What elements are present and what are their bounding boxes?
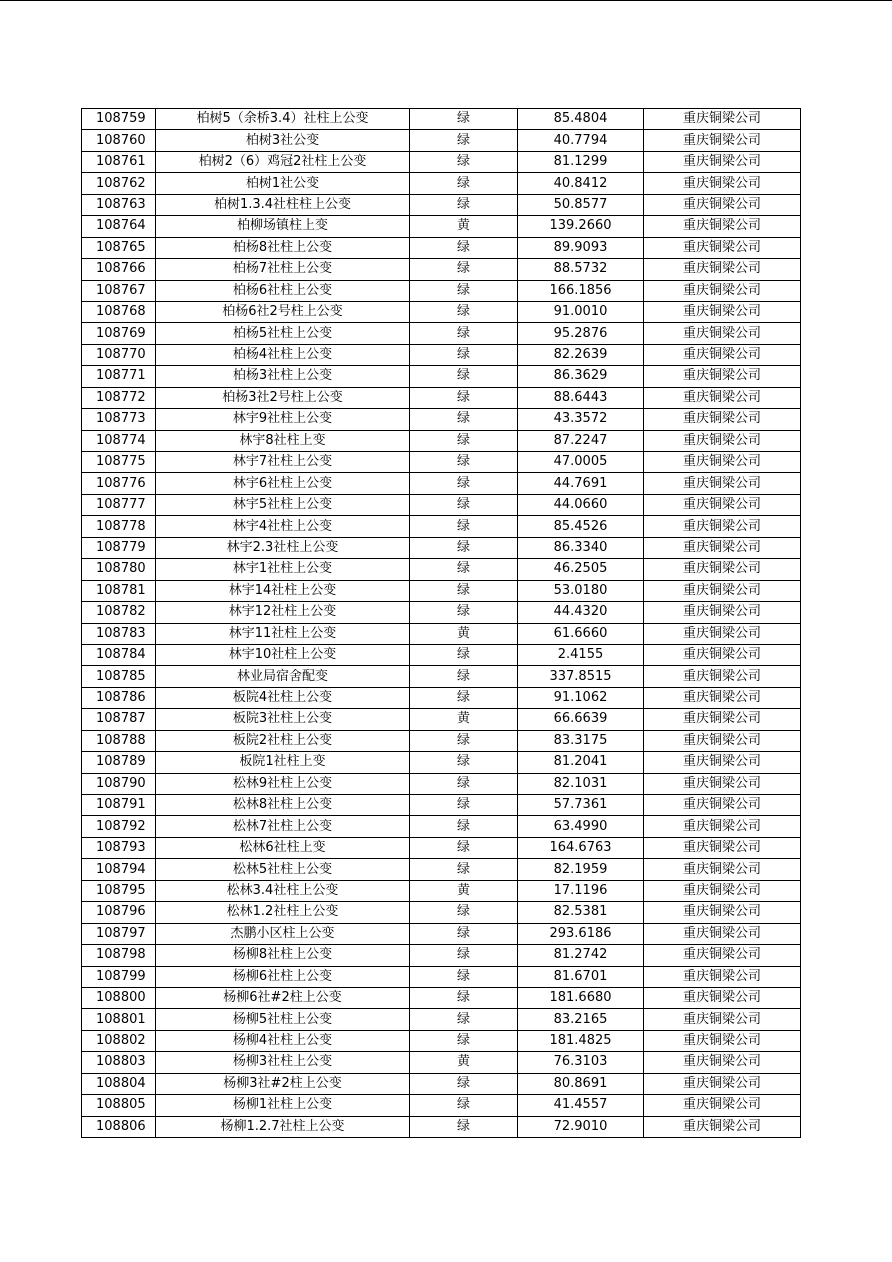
row-level-cell: 黄 — [410, 1052, 518, 1073]
row-id-cell: 108772 — [82, 387, 156, 408]
row-level-cell: 绿 — [410, 602, 518, 623]
row-id-cell: 108795 — [82, 880, 156, 901]
row-value-cell: 83.2165 — [518, 1009, 644, 1030]
row-company-cell: 重庆铜梁公司 — [644, 623, 801, 644]
row-company-cell: 重庆铜梁公司 — [644, 494, 801, 515]
row-value-cell: 41.4557 — [518, 1095, 644, 1116]
row-level-cell: 绿 — [410, 430, 518, 451]
row-company-cell: 重庆铜梁公司 — [644, 987, 801, 1008]
row-company-cell: 重庆铜梁公司 — [644, 387, 801, 408]
row-value-cell: 293.6186 — [518, 923, 644, 944]
row-value-cell: 83.3175 — [518, 730, 644, 751]
row-id-cell: 108770 — [82, 344, 156, 365]
row-name-cell: 柏杨3社柱上公变 — [156, 366, 410, 387]
row-value-cell: 81.6701 — [518, 966, 644, 987]
row-name-cell: 柏树2（6）鸡冠2社柱上公变 — [156, 151, 410, 172]
row-value-cell: 76.3103 — [518, 1052, 644, 1073]
transformer-table — [81, 108, 801, 1138]
row-level-cell: 绿 — [410, 323, 518, 344]
row-company-cell: 重庆铜梁公司 — [644, 344, 801, 365]
row-id-cell: 108768 — [82, 301, 156, 322]
row-id-cell: 108799 — [82, 966, 156, 987]
row-company-cell: 重庆铜梁公司 — [644, 216, 801, 237]
table-row — [82, 216, 801, 237]
row-level-cell: 绿 — [410, 987, 518, 1008]
row-value-cell: 87.2247 — [518, 430, 644, 451]
row-value-cell: 81.2742 — [518, 945, 644, 966]
row-level-cell: 绿 — [410, 644, 518, 665]
row-name-cell: 柏杨5社柱上公变 — [156, 323, 410, 344]
row-id-cell: 108763 — [82, 194, 156, 215]
row-company-cell: 重庆铜梁公司 — [644, 452, 801, 473]
row-company-cell: 重庆铜梁公司 — [644, 966, 801, 987]
table-row — [82, 194, 801, 215]
row-name-cell: 松林5社柱上公变 — [156, 859, 410, 880]
row-value-cell: 40.8412 — [518, 173, 644, 194]
row-level-cell: 绿 — [410, 816, 518, 837]
row-name-cell: 林宇9社柱上公变 — [156, 409, 410, 430]
row-value-cell: 53.0180 — [518, 580, 644, 601]
row-value-cell: 166.1856 — [518, 280, 644, 301]
row-value-cell: 88.6443 — [518, 387, 644, 408]
row-company-cell: 重庆铜梁公司 — [644, 666, 801, 687]
row-id-cell: 108761 — [82, 151, 156, 172]
row-id-cell: 108806 — [82, 1116, 156, 1137]
table-row — [82, 1073, 801, 1094]
row-name-cell: 林宇10社柱上公变 — [156, 644, 410, 665]
table-row — [82, 452, 801, 473]
table-row — [82, 602, 801, 623]
row-company-cell: 重庆铜梁公司 — [644, 151, 801, 172]
row-id-cell: 108792 — [82, 816, 156, 837]
row-id-cell: 108798 — [82, 945, 156, 966]
row-level-cell: 绿 — [410, 194, 518, 215]
row-company-cell: 重庆铜梁公司 — [644, 773, 801, 794]
row-value-cell: 181.4825 — [518, 1030, 644, 1051]
row-id-cell: 108766 — [82, 259, 156, 280]
row-level-cell: 绿 — [410, 580, 518, 601]
table-row — [82, 323, 801, 344]
row-name-cell: 林宇11社柱上公变 — [156, 623, 410, 644]
row-company-cell: 重庆铜梁公司 — [644, 709, 801, 730]
row-value-cell: 61.6660 — [518, 623, 644, 644]
row-id-cell: 108762 — [82, 173, 156, 194]
row-value-cell: 91.0010 — [518, 301, 644, 322]
row-name-cell: 柏杨4社柱上公变 — [156, 344, 410, 365]
row-level-cell: 绿 — [410, 1116, 518, 1137]
row-company-cell: 重庆铜梁公司 — [644, 323, 801, 344]
row-name-cell: 柏树5（余桥3.4）社柱上公变 — [156, 109, 410, 130]
row-company-cell: 重庆铜梁公司 — [644, 237, 801, 258]
table-row — [82, 301, 801, 322]
row-name-cell: 林业局宿舍配变 — [156, 666, 410, 687]
row-value-cell: 88.5732 — [518, 259, 644, 280]
row-company-cell: 重庆铜梁公司 — [644, 880, 801, 901]
row-company-cell: 重庆铜梁公司 — [644, 516, 801, 537]
row-level-cell: 绿 — [410, 1095, 518, 1116]
row-level-cell: 绿 — [410, 537, 518, 558]
row-id-cell: 108793 — [82, 837, 156, 858]
row-name-cell: 松林8社柱上公变 — [156, 795, 410, 816]
row-name-cell: 杨柳5社柱上公变 — [156, 1009, 410, 1030]
row-level-cell: 绿 — [410, 1009, 518, 1030]
row-id-cell: 108779 — [82, 537, 156, 558]
row-level-cell: 绿 — [410, 387, 518, 408]
row-id-cell: 108782 — [82, 602, 156, 623]
row-level-cell: 绿 — [410, 409, 518, 430]
row-company-cell: 重庆铜梁公司 — [644, 687, 801, 708]
row-name-cell: 林宇8社柱上变 — [156, 430, 410, 451]
row-level-cell: 绿 — [410, 837, 518, 858]
row-level-cell: 绿 — [410, 923, 518, 944]
table-row — [82, 151, 801, 172]
row-value-cell: 44.7691 — [518, 473, 644, 494]
row-value-cell: 43.3572 — [518, 409, 644, 430]
row-level-cell: 绿 — [410, 966, 518, 987]
row-name-cell: 板院4社柱上公变 — [156, 687, 410, 708]
row-value-cell: 95.2876 — [518, 323, 644, 344]
row-level-cell: 绿 — [410, 773, 518, 794]
row-id-cell: 108803 — [82, 1052, 156, 1073]
row-name-cell: 杨柳1.2.7社柱上公变 — [156, 1116, 410, 1137]
row-level-cell: 绿 — [410, 687, 518, 708]
row-id-cell: 108769 — [82, 323, 156, 344]
row-id-cell: 108777 — [82, 494, 156, 515]
table-body — [82, 109, 801, 1138]
row-value-cell: 50.8577 — [518, 194, 644, 215]
row-value-cell: 86.3340 — [518, 537, 644, 558]
row-id-cell: 108781 — [82, 580, 156, 601]
table-row — [82, 280, 801, 301]
row-id-cell: 108789 — [82, 752, 156, 773]
row-id-cell: 108771 — [82, 366, 156, 387]
row-name-cell: 林宇1社柱上公变 — [156, 559, 410, 580]
row-level-cell: 绿 — [410, 752, 518, 773]
row-name-cell: 柏杨8社柱上公变 — [156, 237, 410, 258]
row-name-cell: 杰鹏小区柱上公变 — [156, 923, 410, 944]
table-row — [82, 237, 801, 258]
row-level-cell: 绿 — [410, 452, 518, 473]
row-company-cell: 重庆铜梁公司 — [644, 130, 801, 151]
row-company-cell: 重庆铜梁公司 — [644, 602, 801, 623]
table-row — [82, 987, 801, 1008]
row-level-cell: 绿 — [410, 945, 518, 966]
row-value-cell: 63.4990 — [518, 816, 644, 837]
row-company-cell: 重庆铜梁公司 — [644, 1052, 801, 1073]
row-id-cell: 108802 — [82, 1030, 156, 1051]
row-company-cell: 重庆铜梁公司 — [644, 837, 801, 858]
row-company-cell: 重庆铜梁公司 — [644, 902, 801, 923]
row-value-cell: 81.1299 — [518, 151, 644, 172]
row-name-cell: 林宇6社柱上公变 — [156, 473, 410, 494]
row-value-cell: 85.4804 — [518, 109, 644, 130]
table-row — [82, 559, 801, 580]
table-row — [82, 537, 801, 558]
row-id-cell: 108794 — [82, 859, 156, 880]
row-name-cell: 板院3社柱上公变 — [156, 709, 410, 730]
row-level-cell: 绿 — [410, 1073, 518, 1094]
row-company-cell: 重庆铜梁公司 — [644, 194, 801, 215]
row-level-cell: 黄 — [410, 880, 518, 901]
table-row — [82, 109, 801, 130]
table-row — [82, 344, 801, 365]
row-id-cell: 108764 — [82, 216, 156, 237]
row-value-cell: 44.0660 — [518, 494, 644, 515]
row-value-cell: 86.3629 — [518, 366, 644, 387]
table-row — [82, 1095, 801, 1116]
row-value-cell: 89.9093 — [518, 237, 644, 258]
row-value-cell: 181.6680 — [518, 987, 644, 1008]
row-id-cell: 108804 — [82, 1073, 156, 1094]
row-name-cell: 林宇5社柱上公变 — [156, 494, 410, 515]
row-value-cell: 47.0005 — [518, 452, 644, 473]
row-name-cell: 杨柳8社柱上公变 — [156, 945, 410, 966]
row-id-cell: 108759 — [82, 109, 156, 130]
table-row — [82, 644, 801, 665]
table-row — [82, 173, 801, 194]
row-id-cell: 108801 — [82, 1009, 156, 1030]
row-id-cell: 108785 — [82, 666, 156, 687]
row-company-cell: 重庆铜梁公司 — [644, 109, 801, 130]
row-value-cell: 139.2660 — [518, 216, 644, 237]
row-id-cell: 108780 — [82, 559, 156, 580]
row-company-cell: 重庆铜梁公司 — [644, 559, 801, 580]
row-value-cell: 2.4155 — [518, 644, 644, 665]
row-level-cell: 绿 — [410, 902, 518, 923]
row-company-cell: 重庆铜梁公司 — [644, 752, 801, 773]
row-name-cell: 杨柳3社#2柱上公变 — [156, 1073, 410, 1094]
table-row — [82, 837, 801, 858]
row-value-cell: 57.7361 — [518, 795, 644, 816]
row-level-cell: 绿 — [410, 301, 518, 322]
row-value-cell: 81.2041 — [518, 752, 644, 773]
row-name-cell: 柏杨6社2号柱上公变 — [156, 301, 410, 322]
row-value-cell: 164.6763 — [518, 837, 644, 858]
row-company-cell: 重庆铜梁公司 — [644, 1073, 801, 1094]
table-row — [82, 945, 801, 966]
row-id-cell: 108786 — [82, 687, 156, 708]
row-name-cell: 杨柳6社柱上公变 — [156, 966, 410, 987]
row-id-cell: 108790 — [82, 773, 156, 794]
row-company-cell: 重庆铜梁公司 — [644, 795, 801, 816]
row-value-cell: 82.1959 — [518, 859, 644, 880]
table-row — [82, 430, 801, 451]
row-value-cell: 82.2639 — [518, 344, 644, 365]
row-level-cell: 黄 — [410, 216, 518, 237]
table-row — [82, 259, 801, 280]
row-level-cell: 绿 — [410, 130, 518, 151]
row-value-cell: 40.7794 — [518, 130, 644, 151]
table-row — [82, 795, 801, 816]
row-company-cell: 重庆铜梁公司 — [644, 1009, 801, 1030]
table-row — [82, 730, 801, 751]
row-company-cell: 重庆铜梁公司 — [644, 259, 801, 280]
table-row — [82, 580, 801, 601]
row-id-cell: 108773 — [82, 409, 156, 430]
row-id-cell: 108796 — [82, 902, 156, 923]
table-row — [82, 494, 801, 515]
row-name-cell: 松林6社柱上变 — [156, 837, 410, 858]
row-company-cell: 重庆铜梁公司 — [644, 1116, 801, 1137]
row-company-cell: 重庆铜梁公司 — [644, 409, 801, 430]
table-row — [82, 966, 801, 987]
row-value-cell: 337.8515 — [518, 666, 644, 687]
row-level-cell: 黄 — [410, 709, 518, 730]
row-name-cell: 林宇7社柱上公变 — [156, 452, 410, 473]
table-row — [82, 1116, 801, 1137]
row-company-cell: 重庆铜梁公司 — [644, 473, 801, 494]
row-company-cell: 重庆铜梁公司 — [644, 816, 801, 837]
row-level-cell: 绿 — [410, 859, 518, 880]
row-id-cell: 108800 — [82, 987, 156, 1008]
row-value-cell: 44.4320 — [518, 602, 644, 623]
table-row — [82, 923, 801, 944]
row-id-cell: 108760 — [82, 130, 156, 151]
table-row — [82, 816, 801, 837]
row-level-cell: 绿 — [410, 473, 518, 494]
row-name-cell: 柏杨3社2号柱上公变 — [156, 387, 410, 408]
row-company-cell: 重庆铜梁公司 — [644, 1030, 801, 1051]
table-row — [82, 773, 801, 794]
row-id-cell: 108767 — [82, 280, 156, 301]
row-value-cell: 72.9010 — [518, 1116, 644, 1137]
row-company-cell: 重庆铜梁公司 — [644, 537, 801, 558]
table-row — [82, 709, 801, 730]
table-row — [82, 687, 801, 708]
row-name-cell: 林宇14社柱上公变 — [156, 580, 410, 601]
row-id-cell: 108775 — [82, 452, 156, 473]
row-name-cell: 板院1社柱上变 — [156, 752, 410, 773]
row-name-cell: 林宇2.3社柱上公变 — [156, 537, 410, 558]
row-id-cell: 108783 — [82, 623, 156, 644]
row-name-cell: 松林9社柱上公变 — [156, 773, 410, 794]
row-company-cell: 重庆铜梁公司 — [644, 859, 801, 880]
row-company-cell: 重庆铜梁公司 — [644, 366, 801, 387]
row-company-cell: 重庆铜梁公司 — [644, 173, 801, 194]
table-row — [82, 409, 801, 430]
table-row — [82, 623, 801, 644]
row-name-cell: 柏树1社公变 — [156, 173, 410, 194]
row-level-cell: 绿 — [410, 1030, 518, 1051]
row-value-cell: 91.1062 — [518, 687, 644, 708]
row-level-cell: 绿 — [410, 237, 518, 258]
row-level-cell: 绿 — [410, 280, 518, 301]
row-company-cell: 重庆铜梁公司 — [644, 644, 801, 665]
row-value-cell: 46.2505 — [518, 559, 644, 580]
table-row — [82, 859, 801, 880]
row-id-cell: 108765 — [82, 237, 156, 258]
row-name-cell: 柏杨6社柱上公变 — [156, 280, 410, 301]
row-level-cell: 绿 — [410, 730, 518, 751]
row-level-cell: 绿 — [410, 666, 518, 687]
row-company-cell: 重庆铜梁公司 — [644, 1095, 801, 1116]
row-id-cell: 108805 — [82, 1095, 156, 1116]
row-name-cell: 林宇12社柱上公变 — [156, 602, 410, 623]
row-name-cell: 柏树1.3.4社柱柱上公变 — [156, 194, 410, 215]
row-level-cell: 绿 — [410, 559, 518, 580]
row-value-cell: 80.8691 — [518, 1073, 644, 1094]
row-company-cell: 重庆铜梁公司 — [644, 301, 801, 322]
row-id-cell: 108797 — [82, 923, 156, 944]
table-row — [82, 880, 801, 901]
row-company-cell: 重庆铜梁公司 — [644, 580, 801, 601]
table-row — [82, 473, 801, 494]
row-id-cell: 108778 — [82, 516, 156, 537]
row-level-cell: 绿 — [410, 516, 518, 537]
row-id-cell: 108788 — [82, 730, 156, 751]
page-top-border — [0, 0, 892, 1]
row-name-cell: 杨柳4社柱上公变 — [156, 1030, 410, 1051]
row-level-cell: 绿 — [410, 109, 518, 130]
row-name-cell: 杨柳6社#2柱上公变 — [156, 987, 410, 1008]
row-name-cell: 柏树3社公变 — [156, 130, 410, 151]
row-value-cell: 85.4526 — [518, 516, 644, 537]
row-value-cell: 82.1031 — [518, 773, 644, 794]
table-row — [82, 387, 801, 408]
table-row — [82, 1009, 801, 1030]
row-level-cell: 绿 — [410, 173, 518, 194]
row-value-cell: 66.6639 — [518, 709, 644, 730]
row-company-cell: 重庆铜梁公司 — [644, 945, 801, 966]
row-name-cell: 松林7社柱上公变 — [156, 816, 410, 837]
row-level-cell: 绿 — [410, 259, 518, 280]
row-level-cell: 黄 — [410, 623, 518, 644]
row-name-cell: 林宇4社柱上公变 — [156, 516, 410, 537]
row-name-cell: 松林1.2社柱上公变 — [156, 902, 410, 923]
table-row — [82, 902, 801, 923]
row-name-cell: 板院2社柱上公变 — [156, 730, 410, 751]
row-name-cell: 杨柳3社柱上公变 — [156, 1052, 410, 1073]
row-level-cell: 绿 — [410, 366, 518, 387]
row-name-cell: 杨柳1社柱上公变 — [156, 1095, 410, 1116]
row-id-cell: 108791 — [82, 795, 156, 816]
table-row — [82, 516, 801, 537]
row-id-cell: 108784 — [82, 644, 156, 665]
row-level-cell: 绿 — [410, 494, 518, 515]
row-level-cell: 绿 — [410, 151, 518, 172]
row-company-cell: 重庆铜梁公司 — [644, 280, 801, 301]
row-id-cell: 108787 — [82, 709, 156, 730]
row-name-cell: 柏柳场镇柱上变 — [156, 216, 410, 237]
row-name-cell: 松林3.4社柱上公变 — [156, 880, 410, 901]
row-company-cell: 重庆铜梁公司 — [644, 730, 801, 751]
table-row — [82, 752, 801, 773]
row-company-cell: 重庆铜梁公司 — [644, 923, 801, 944]
table-row — [82, 1030, 801, 1051]
row-id-cell: 108776 — [82, 473, 156, 494]
table-row — [82, 1052, 801, 1073]
row-level-cell: 绿 — [410, 344, 518, 365]
row-level-cell: 绿 — [410, 795, 518, 816]
table-row — [82, 666, 801, 687]
row-id-cell: 108774 — [82, 430, 156, 451]
table-row — [82, 130, 801, 151]
table-row — [82, 366, 801, 387]
row-value-cell: 17.1196 — [518, 880, 644, 901]
row-value-cell: 82.5381 — [518, 902, 644, 923]
row-company-cell: 重庆铜梁公司 — [644, 430, 801, 451]
row-name-cell: 柏杨7社柱上公变 — [156, 259, 410, 280]
